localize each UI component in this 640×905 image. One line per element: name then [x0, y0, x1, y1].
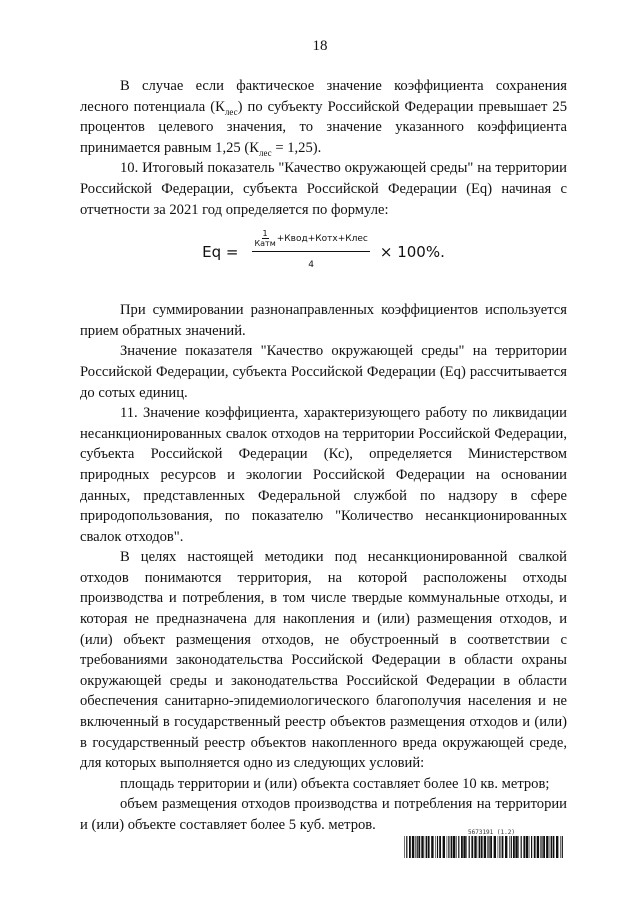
- formula-inner-denominator: Катм: [254, 238, 276, 248]
- barcode-stripe: [479, 836, 480, 858]
- formula-denominator: 4: [308, 260, 315, 271]
- barcode-stripe: [494, 836, 496, 858]
- barcode-stripe: [543, 836, 545, 858]
- barcode-stripe: [529, 836, 530, 858]
- page-number: 18: [312, 38, 328, 54]
- formula-eq: [80, 222, 567, 282]
- barcode-stripe: [487, 836, 488, 858]
- barcode-stripe: [509, 836, 510, 858]
- barcode-stripe: [439, 836, 441, 858]
- barcode-stripe: [526, 836, 528, 858]
- formula-numerator: [252, 229, 369, 253]
- barcode-stripe: [511, 836, 512, 858]
- barcode-caption: 5673191 (1.2): [468, 829, 515, 836]
- formula-terms: +Квод+Котх+Клес: [276, 233, 368, 244]
- formula-fraction: [252, 229, 369, 276]
- barcode-stripe: [447, 836, 448, 858]
- barcode-stripe: [499, 836, 500, 858]
- paragraph-eq-precision: Значение показателя "Качество окружающей среды" на территории Российской Федерации, субъекта Российской Федерации (Eq) рассчитывается до сотых единиц.: [80, 343, 567, 401]
- barcode-stripe: [531, 836, 532, 858]
- formula-rhs: × 100%.: [379, 242, 445, 261]
- barcode-stripe: [466, 836, 467, 858]
- barcode-stripe: [404, 836, 405, 858]
- barcode-stripe: [426, 836, 427, 858]
- barcode-stripe: [463, 836, 465, 858]
- spacer: [80, 290, 567, 300]
- barcode-stripe: [418, 836, 420, 858]
- barcode-stripe: [425, 836, 426, 858]
- barcode-stripe: [541, 836, 542, 858]
- barcode-stripe: [521, 836, 522, 858]
- barcode-stripe: [498, 836, 499, 858]
- barcode-stripe: [453, 836, 455, 858]
- barcode-stripe: [474, 836, 476, 858]
- formula-lhs: Eq =: [202, 242, 239, 261]
- barcode-stripe: [458, 836, 459, 858]
- barcode-stripe: [471, 836, 473, 858]
- barcode-stripe: [490, 836, 492, 858]
- barcode-stripe: [409, 836, 411, 858]
- document-body: [80, 76, 567, 836]
- barcode-stripe: [406, 836, 407, 858]
- barcode-stripe: [437, 836, 438, 858]
- barcode-stripe: [488, 836, 489, 858]
- barcode-stripe: [412, 836, 414, 858]
- barcode-stripe: [540, 836, 541, 858]
- barcode-stripe: [431, 836, 433, 858]
- paragraph-item-10: 10. Итоговый показатель "Качество окружающей среды" на территории Российской Федерации, субъекта Российской Федерации (Eq) начиная с отчетности за 2021 год определяется по формуле:: [80, 160, 567, 218]
- barcode-stripe: [505, 836, 507, 858]
- barcode-stripe: [469, 836, 470, 858]
- barcode-stripe: [481, 836, 483, 858]
- barcode-stripe: [546, 836, 548, 858]
- barcode-stripe: [456, 836, 457, 858]
- barcode-stripe: [451, 836, 453, 858]
- barcode-stripe: [443, 836, 445, 858]
- barcode-stripe: [513, 836, 515, 858]
- barcode-stripe: [484, 836, 486, 858]
- barcode-stripe: [502, 836, 504, 858]
- barcode-stripe: [553, 836, 555, 858]
- barcode-stripe: [551, 836, 552, 858]
- paragraph-inverse-values: При суммировании разнонаправленных коэффициентов используется прием обратных значений.: [80, 302, 567, 339]
- barcode-stripe: [421, 836, 423, 858]
- barcode-stripe: [461, 836, 463, 858]
- barcode-stripe: [515, 836, 517, 858]
- paragraph-condition-volume: объем размещения отходов производства и потребления на территории и (или) объекте составляет более 5 куб. метров.: [80, 796, 567, 833]
- barcode-stripe: [550, 836, 551, 858]
- barcode-stripe: [556, 836, 558, 858]
- barcode-stripe: [415, 836, 416, 858]
- barcode-icon: [404, 836, 564, 858]
- barcode-stripe: [428, 836, 430, 858]
- formula-inner-fraction: [254, 229, 275, 249]
- barcode-stripe: [478, 836, 479, 858]
- barcode-stripe: [562, 836, 563, 858]
- barcode-stripe: [448, 836, 449, 858]
- barcode-stripe: [560, 836, 561, 858]
- barcode-stripe: [518, 836, 519, 858]
- formula-inner-numerator: 1: [262, 228, 268, 238]
- paragraph-condition-area: площадь территории и (или) объекта составляет более 10 кв. метров;: [120, 775, 550, 792]
- barcode-stripe: [523, 836, 525, 858]
- barcode-stripe: [417, 836, 418, 858]
- paragraph-item-11: 11. Значение коэффициента, характеризующего работу по ликвидации несанкционированных свалок отходов на территории Российской Федерации, субъекта Российской Федерации (Кс), определяется Министерством природных ресурсов и экологии Российской Федерации на основании данных, представленных Федеральной службой по надзору в сфере природопользования, по показателю "Количество несанкционированных свалок отходов".: [80, 405, 567, 545]
- barcode-stripe: [534, 836, 536, 858]
- barcode-stripe: [435, 836, 436, 858]
- paragraph-forest-coefficient: В случае если фактическое значение коэффициента сохранения лесного потенциала $(К_{лес})$ по субъекту Российской Федерации превышает 25 процентов целевого значения, то значение указанного коэффициента принимается равным 1,25 $(К_{лес} = 1,25)$.: [80, 78, 567, 158]
- barcode-stripe: [537, 836, 539, 858]
- paragraph-unauthorized-dump-definition: В целях настоящей методики под несанкционированной свалкой отходов понимаются территория, на которой расположены отходы производства и потребления, в том числе твердые коммунальные отходы, и которая не предназначена для накопления и (или) размещения отходов, и (или) объект размещения отходов, не обустроенный в соответствии с требованиями законодательства Российской Федерации в области охраны окружающей среды и законодательства Российской Федерации в области обеспечения санитарно-эпидемиологического благополучия населения и не включенный в государственный реестр объектов размещения отходов и (или) в государственный реестр объектов накопленного вреда окружающей среде, для которых выполняется одно из следующих условий:: [80, 549, 567, 772]
